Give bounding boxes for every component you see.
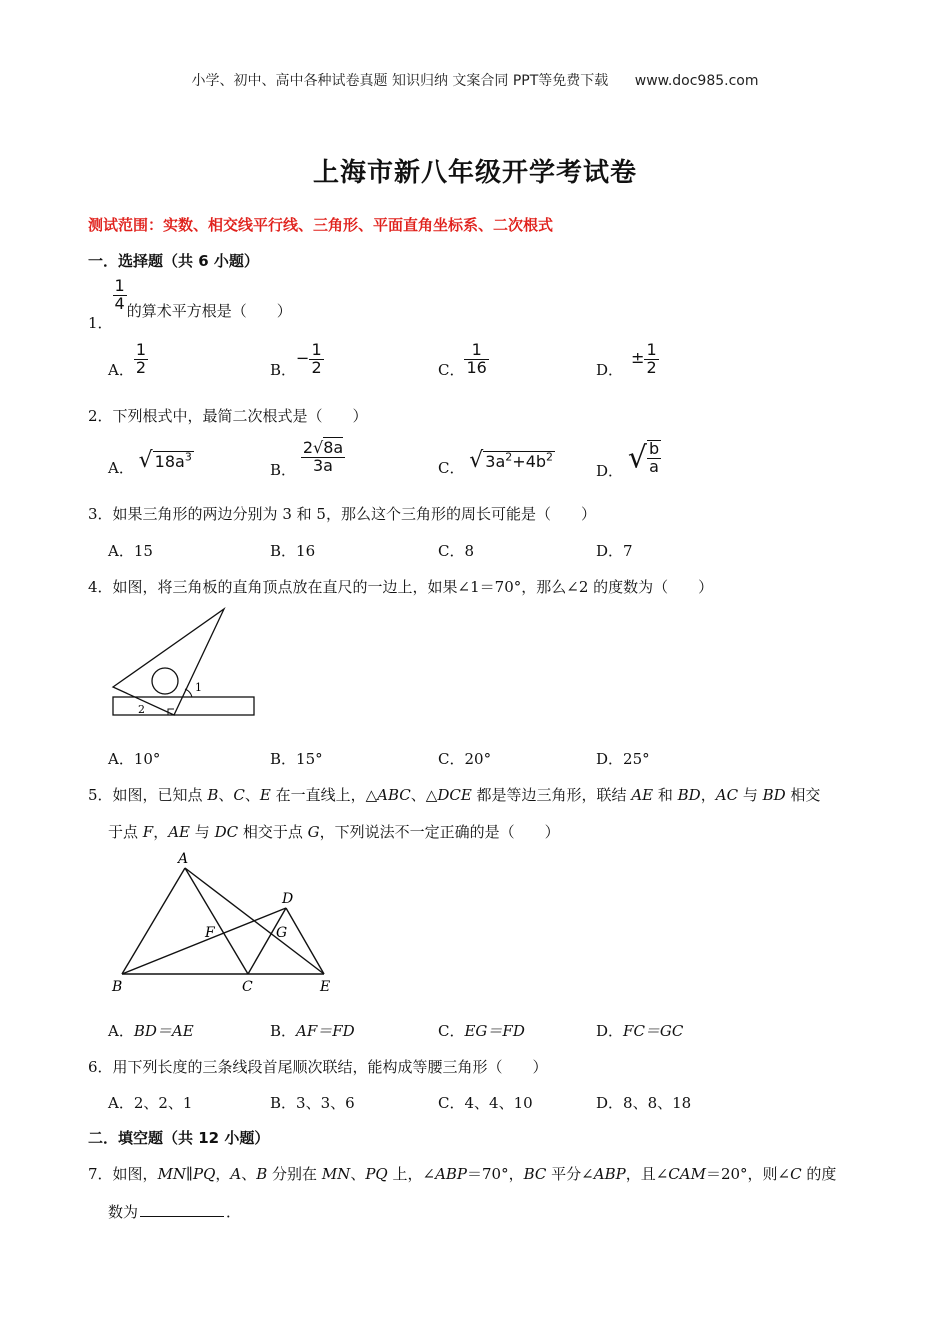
page-title: 上海市新八年级开学考试卷 bbox=[312, 158, 637, 188]
question-4 bbox=[88, 576, 713, 597]
side-ab bbox=[122, 868, 185, 974]
question-1 bbox=[88, 276, 292, 333]
q5-option-c[interactable]: C．EG＝FD bbox=[438, 1022, 525, 1040]
q2-option-a[interactable]: A． √ $18a^3$ bbox=[108, 448, 192, 477]
test-scope: 测试范围：实数、相交线平行线、三角形、平面直角坐标系、二次根式 bbox=[88, 216, 554, 234]
question-text: 用下列长度的三条线段首尾顺次联结，能构成等腰三角形（ ） bbox=[112, 1058, 548, 1076]
question-text: 如果三角形的两边分别为 3 和 5，那么这个三角形的周长可能是（ ） bbox=[112, 505, 596, 523]
q5-figure bbox=[108, 848, 343, 998]
q4-option-a[interactable]: A．10° bbox=[108, 750, 161, 768]
question-7-line-2: 数为 ． bbox=[108, 1203, 242, 1221]
answer-blank[interactable] bbox=[140, 1204, 224, 1217]
q6-option-a[interactable]: A．2、2、1 bbox=[108, 1094, 193, 1112]
question-number: 7． bbox=[88, 1165, 113, 1183]
point-d-label: D bbox=[282, 891, 294, 907]
question-number: 1． bbox=[88, 314, 113, 333]
segment-bd bbox=[122, 908, 286, 974]
question-number: 5． bbox=[88, 786, 113, 804]
q1-option-d[interactable]: D．± $\frac{1}{2}$ bbox=[596, 340, 657, 380]
question-number: 2． bbox=[88, 407, 113, 425]
question-number: 6． bbox=[88, 1058, 113, 1076]
point-a-label: A bbox=[178, 851, 189, 867]
q4-option-b[interactable]: B．15° bbox=[270, 750, 323, 768]
q4-option-d[interactable]: D．25° bbox=[596, 750, 650, 768]
header-url[interactable]: www.doc985.com bbox=[634, 73, 759, 89]
q6-option-c[interactable]: C．4、4、10 bbox=[438, 1094, 533, 1112]
section-fill-heading: 二．填空题（共 12 小题） bbox=[88, 1129, 270, 1147]
q3-option-a[interactable]: A．15 bbox=[108, 542, 153, 560]
q2-option-b[interactable]: B． $\frac{2√8a}{3a}$ bbox=[270, 438, 344, 480]
question-6 bbox=[88, 1056, 548, 1077]
q2-option-d[interactable]: D． √ $\frac{b}{a}$ bbox=[596, 439, 660, 480]
angle-2-label: 2 bbox=[138, 703, 145, 716]
q1-option-a[interactable]: A． $\frac{1}{2}$ bbox=[108, 340, 147, 380]
radical-sign: √ bbox=[469, 448, 484, 473]
question-number: 4． bbox=[88, 578, 113, 596]
q2-option-c[interactable]: C． √ $3a^2+4b^2$ bbox=[438, 448, 554, 477]
q1-fraction: $\frac{1}{4}$ bbox=[114, 276, 125, 313]
radical-sign: √ bbox=[138, 448, 153, 473]
section-choice-heading: 一．选择题（共 6 小题） bbox=[88, 252, 259, 270]
point-e-label: E bbox=[320, 979, 331, 995]
q5-option-a[interactable]: A．BD＝AE bbox=[108, 1022, 194, 1040]
radical-sign: √ bbox=[627, 440, 647, 476]
ruler bbox=[113, 697, 254, 715]
question-7: 7．如图，MN∥PQ，A、B 分别在 MN、PQ 上，∠ABP＝70°，BC 平分∠ABP，且∠CAM＝20°，则∠C 的度 bbox=[88, 1165, 837, 1183]
question-3 bbox=[88, 503, 596, 524]
side-ac bbox=[185, 868, 248, 974]
angle-1-label: 1 bbox=[195, 681, 202, 694]
point-f-label: F bbox=[205, 925, 215, 941]
header-text: 小学、初中、高中各种试卷真题 知识归纳 文案合同 PPT等免费下载 bbox=[191, 73, 609, 89]
q5-option-d[interactable]: D．FC＝GC bbox=[596, 1022, 684, 1040]
q4-figure bbox=[108, 605, 258, 720]
point-b-label: B bbox=[112, 979, 123, 995]
q1-option-b[interactable]: B．− $\frac{1}{2}$ bbox=[270, 340, 322, 380]
set-square bbox=[113, 609, 224, 715]
point-g-label: G bbox=[276, 925, 288, 941]
set-square-hole bbox=[152, 668, 178, 694]
q3-option-c[interactable]: C．8 bbox=[438, 542, 475, 560]
q1-option-c[interactable]: C． $\frac{1}{16}$ bbox=[438, 340, 487, 380]
q3-option-d[interactable]: D．7 bbox=[596, 542, 633, 560]
q6-option-d[interactable]: D．8、8、18 bbox=[596, 1094, 692, 1112]
page-header bbox=[0, 70, 950, 90]
question-number: 3． bbox=[88, 505, 113, 523]
segment-ae bbox=[185, 868, 324, 974]
q5-option-b[interactable]: B．AF＝FD bbox=[270, 1022, 355, 1040]
q6-option-b[interactable]: B．3、3、6 bbox=[270, 1094, 355, 1112]
side-de bbox=[286, 908, 324, 974]
q3-option-b[interactable]: B．16 bbox=[270, 542, 316, 560]
question-5: 5．如图，已知点 B、C、E 在一直线上，△ABC、△DCE 都是等边三角形，联结 AE 和 BD，AC 与 BD 相交 bbox=[88, 786, 821, 804]
question-5-line-2: 于点 F，AE 与 DC 相交于点 G，下列说法不一定正确的是（ ） bbox=[108, 823, 560, 841]
q4-option-c[interactable]: C．20° bbox=[438, 750, 492, 768]
question-text: 如图，将三角板的直角顶点放在直尺的一边上，如果∠1＝70°，那么∠2 的度数为（ ） bbox=[112, 578, 714, 596]
question-2 bbox=[88, 405, 368, 426]
question-text: 的算术平方根是（ ） bbox=[126, 302, 292, 321]
point-c-label: C bbox=[242, 979, 253, 995]
question-text: 下列根式中，最简二次根式是（ ） bbox=[112, 407, 368, 425]
radical-sign: √ bbox=[313, 438, 324, 457]
